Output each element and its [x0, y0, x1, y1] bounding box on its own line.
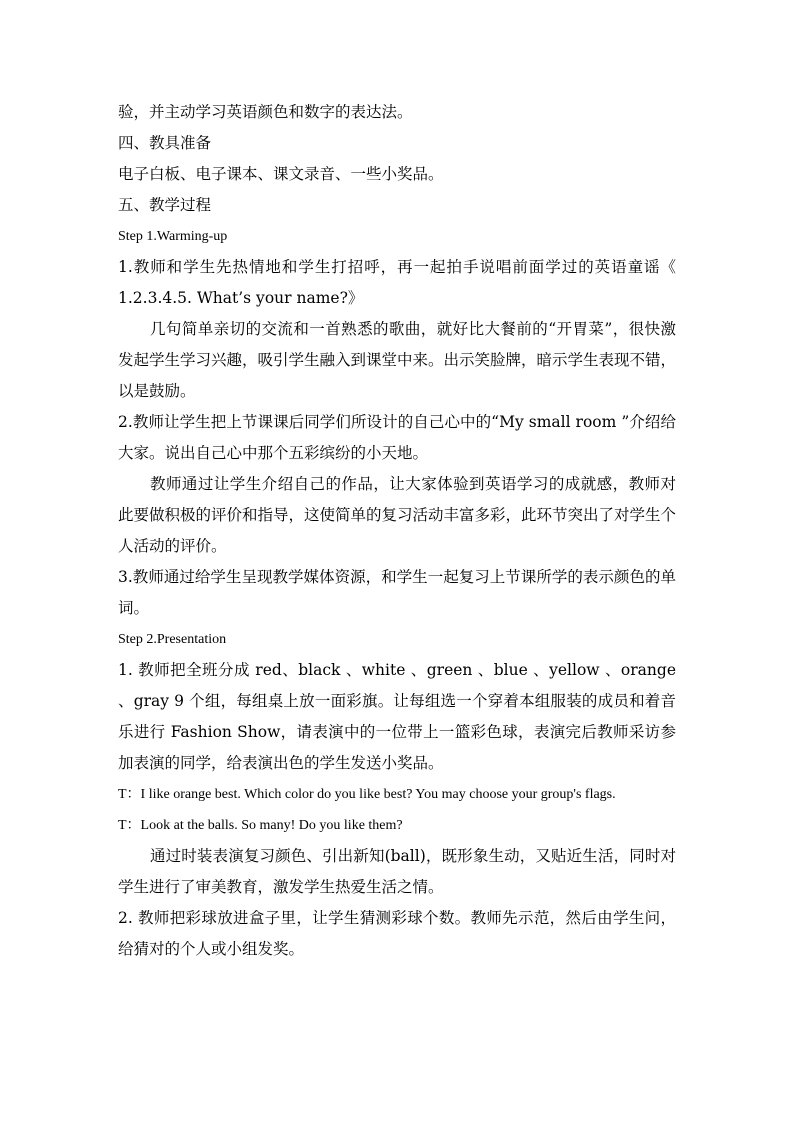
paragraph-step1-item3: 3.教师通过给学生呈现教学媒体资源，和学生一起复习上节课所学的表示颜色的单词。	[118, 568, 676, 617]
paragraph-step2-item1: 1. 教师把全班分成 red、black 、white 、green 、blue 、yellow 、orange 、gray 9 个组，每组桌上放一面彩旗。让每组选一个穿着本组服装的成员和着音乐进行 Fashion Show，请表演中的一位带上一篮彩色球，表演完后教师采访参加表演的同学，给表演出色的学生发送小奖品。	[118, 661, 676, 772]
paragraph-continuation: 验，并主动学习英语颜色和数字的表达法。	[118, 103, 413, 121]
section-heading-teaching-aids: 四、教具准备	[118, 134, 212, 152]
section-heading-teaching-process: 五、教学过程	[118, 196, 212, 214]
paragraph-teaching-aids: 电子白板、电子课本、课文录音、一些小奖品。	[118, 165, 444, 183]
dialogue-line-teacher-1: T：I like orange best. Which color do you like best? You may choose your group's flags.	[118, 787, 616, 802]
paragraph-step1-item2: 2.教师让学生把上节课课后同学们所设计的自己心中的“My small room ”介绍给大家。说出自己心中那个五彩缤纷的小天地。	[118, 413, 676, 462]
document-body	[118, 97, 676, 965]
paragraph-step2-comment1: 通过时装表演复习颜色、引出新知(ball)，既形象生动，又贴近生活，同时对学生进行了审美教育，激发学生热爱生活之情。	[118, 847, 676, 896]
paragraph-step1-item1: 1.教师和学生先热情地和学生打招呼，再一起拍手说唱前面学过的英语童谣《 1.2.3.4.5. What’s your name?》	[118, 258, 676, 307]
paragraph-step1-comment1: 几句简单亲切的交流和一首熟悉的歌曲，就好比大餐前的“开胃菜”，很快激发起学生学习兴趣，吸引学生融入到课堂中来。出示笑脸牌，暗示学生表现不错，以是鼓励。	[118, 320, 677, 400]
paragraph-step2-item2: 2. 教师把彩球放进盒子里，让学生猜测彩球个数。教师先示范，然后由学生问，给猜对的个人或小组发奖。	[118, 909, 676, 958]
paragraph-step1-comment2: 教师通过让学生介绍自己的作品，让大家体验到英语学习的成就感，教师对此要做积极的评价和指导，这使简单的复习活动丰富多彩，此环节突出了对学生个人活动的评价。	[118, 475, 677, 555]
dialogue-line-teacher-2: T：Look at the balls. So many! Do you like them?	[118, 818, 403, 833]
step-heading-presentation: Step 2.Presentation	[118, 632, 227, 647]
step-heading-warming-up: Step 1.Warming-up	[118, 229, 228, 244]
